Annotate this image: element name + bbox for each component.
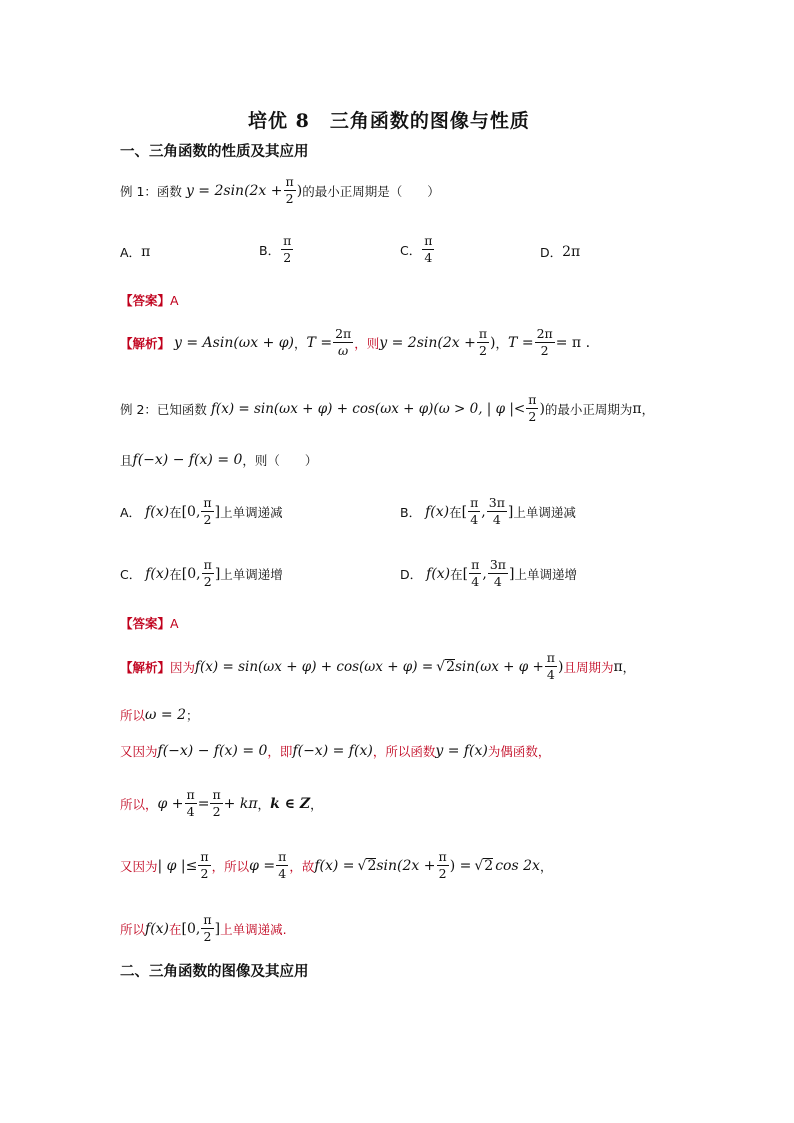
option-a: A． f(x) 在 [0, $\frac{\pi}{2}$ ] 上单调递减 — [120, 495, 283, 527]
example-1-analysis: 【解析】 y = Asin(ωx + φ) ， T = $\frac{2\pi}{\omega}$ ，则 y = 2sin(2x + $\frac{\pi}{2}$ ) ， T = $\frac{2\pi}{2}$ = π . — [120, 326, 591, 358]
page-title: 培优 8 三角函数的图像与性质 — [248, 110, 530, 132]
section-heading-1: 一、三角函数的性质及其应用 — [120, 144, 309, 160]
example-2-answer: 【答案】 A — [120, 615, 179, 631]
example-1-fraction: $\frac{\pi}{2}$ — [285, 174, 294, 206]
example-1-label: 例 1：函数 — [120, 183, 182, 199]
analysis-line-4: 所以， φ + $\frac{\pi}{4}$ = $\frac{\pi}{2}$ + kπ ， k ∈ Z ， — [120, 787, 323, 819]
section-heading-2: 二、三角函数的图像及其应用 — [120, 964, 309, 980]
example-1-answer: 【答案】 A — [120, 292, 179, 308]
option-c: C． $\frac{\pi}{4}$ — [400, 233, 433, 265]
option-b: B． f(x) 在 [ $\frac{\pi}{4}$ , $\frac{3\pi}{4}$ ] 上单调递减 — [400, 495, 576, 527]
example-1-formula: y = 2sin(2x + — [185, 182, 283, 199]
analysis-line-5: 又因为 | φ |≤ $\frac{\pi}{2}$ ，所以 φ = $\frac{\pi}{4}$ ，故 f(x) = √ 2 sin(2x + $\frac{\pi}{2}$ ) = √ 2 cos 2x ， — [120, 849, 553, 881]
analysis-line-3: 又因为 f(−x) − f(x) = 0 ，即 f(−x) = f(x) ，所以函数 y = f(x) 为偶函数， — [120, 743, 551, 759]
option-c: C． f(x) 在 [0, $\frac{\pi}{2}$ ] 上单调递增 — [120, 557, 283, 589]
option-d: D． f(x) 在 [ $\frac{\pi}{4}$ , $\frac{3\pi}{4}$ ] 上单调递增 — [400, 557, 577, 589]
example-2-question: 例 2：已知函数 f(x) = sin(ωx + φ) + cos(ωx + φ)(ω > 0, | φ |< $\frac{\pi}{2}$ ) 的最小正周期为 π ， — [120, 392, 655, 424]
example-2-analysis: 【解析】 因为 f(x) = sin(ωx + φ) + cos(ωx + φ) = √ 2 sin(ωx + φ + $\frac{\pi}{4}$ ) 且周期为 π ， — [120, 650, 636, 682]
example-2-condition: 且 f(−x) − f(x) = 0 ，则（ ） — [120, 452, 318, 468]
example-1-tail: 的最小正周期是（ ） — [302, 183, 440, 199]
option-d: D． 2π — [540, 244, 581, 260]
option-a: A． π — [120, 244, 151, 260]
example-1-question: 例 1：函数 y = 2sin(2x + $\frac{\pi}{2}$ ) 的最小正周期是（ ） — [120, 174, 440, 206]
analysis-line-2: 所以 ω = 2 ； — [120, 707, 199, 723]
option-b: B． $\frac{\pi}{2}$ — [259, 233, 292, 265]
analysis-line-6: 所以 f(x) 在 [0, $\frac{\pi}{2}$ ] 上单调递减. — [120, 912, 287, 944]
